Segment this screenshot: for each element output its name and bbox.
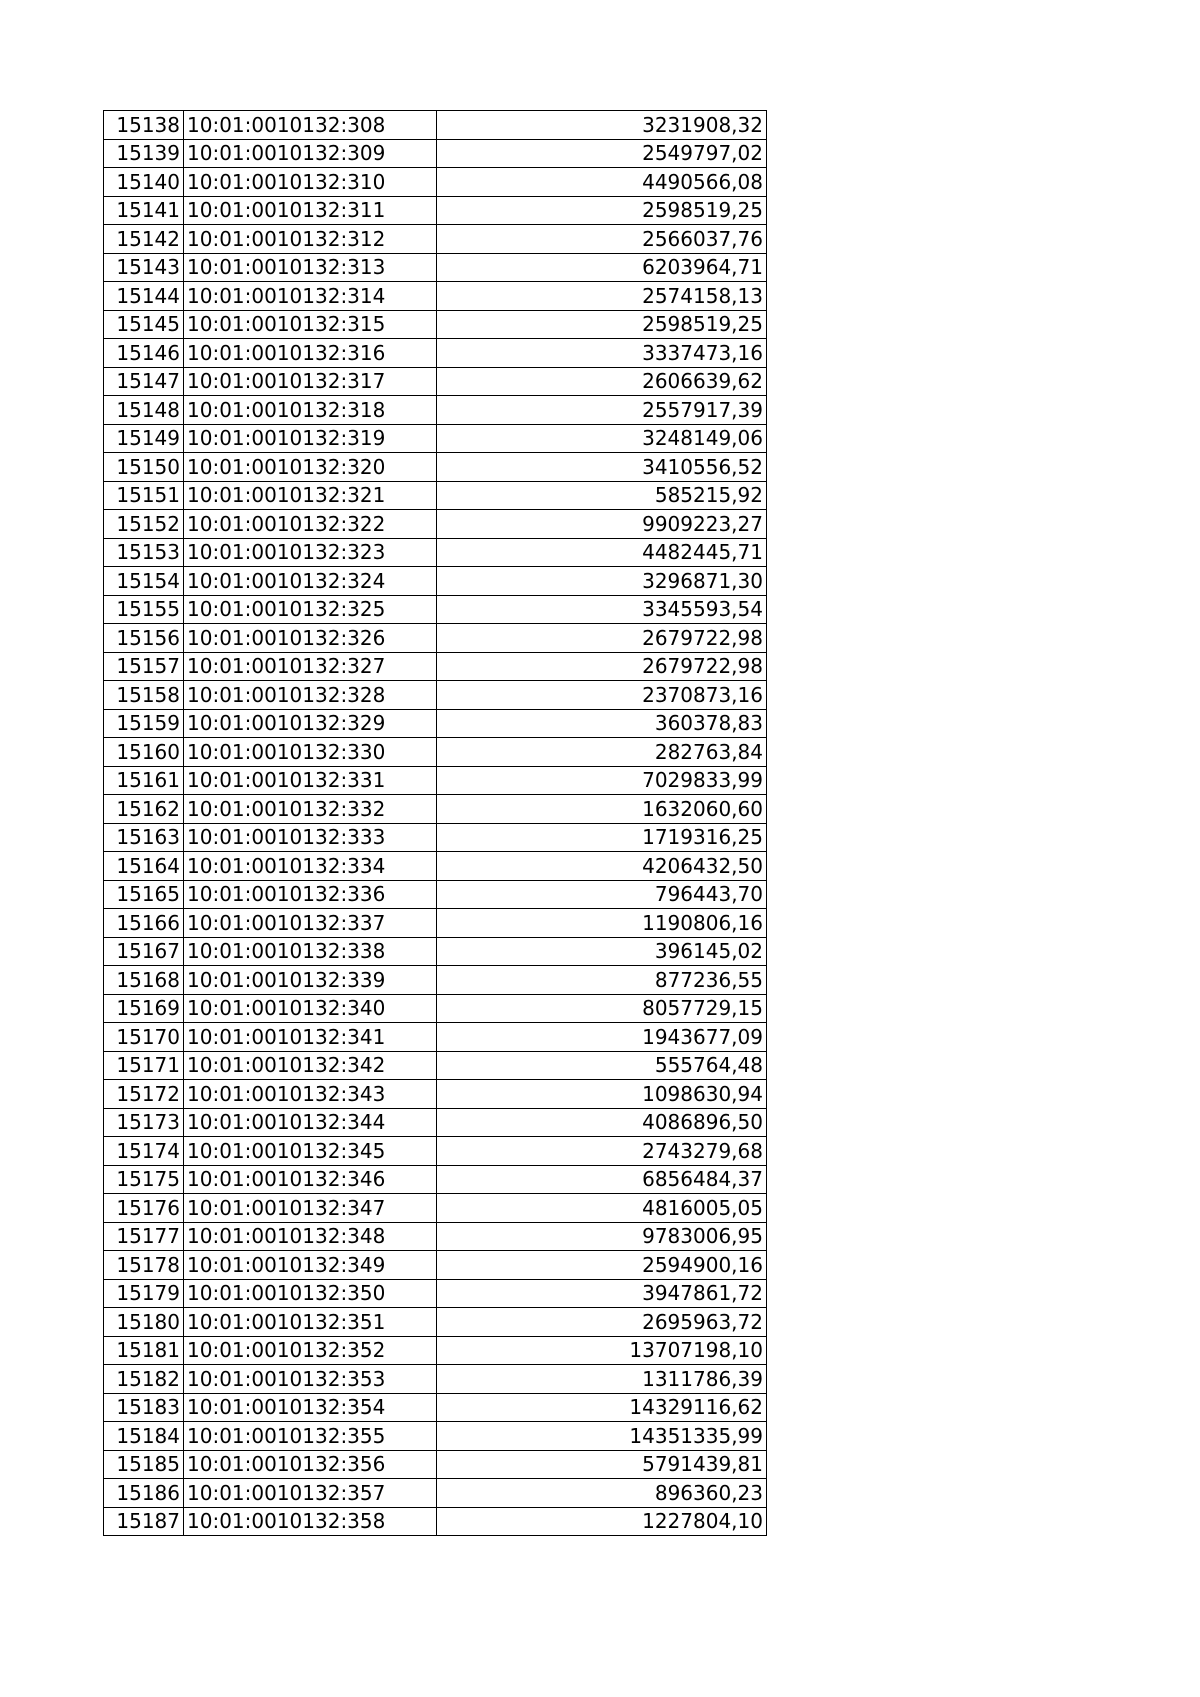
table-row — [104, 909, 767, 938]
cadastral-number-cell: 10:01:0010132:310 — [184, 168, 437, 197]
row-number-cell: 15168 — [104, 966, 184, 995]
row-number-cell: 15180 — [104, 1308, 184, 1337]
value-cell: 8057729,15 — [437, 994, 767, 1023]
value-cell: 1943677,09 — [437, 1023, 767, 1052]
table-row — [104, 282, 767, 311]
cadastral-number-cell: 10:01:0010132:333 — [184, 823, 437, 852]
value-cell: 1719316,25 — [437, 823, 767, 852]
table-row — [104, 453, 767, 482]
row-number-cell: 15176 — [104, 1194, 184, 1223]
row-number-cell: 15138 — [104, 111, 184, 140]
table-row — [104, 367, 767, 396]
value-cell: 2695963,72 — [437, 1308, 767, 1337]
table-body — [104, 111, 767, 1536]
cadastral-number-cell: 10:01:0010132:352 — [184, 1336, 437, 1365]
value-cell: 796443,70 — [437, 880, 767, 909]
row-number-cell: 15158 — [104, 681, 184, 710]
row-number-cell: 15155 — [104, 595, 184, 624]
cadastral-number-cell: 10:01:0010132:330 — [184, 738, 437, 767]
table-row — [104, 624, 767, 653]
value-cell: 2594900,16 — [437, 1251, 767, 1280]
table-row — [104, 1422, 767, 1451]
table-row — [104, 823, 767, 852]
table-row — [104, 1251, 767, 1280]
data-table — [103, 110, 767, 1536]
value-cell: 7029833,99 — [437, 766, 767, 795]
row-number-cell: 15159 — [104, 709, 184, 738]
row-number-cell: 15186 — [104, 1479, 184, 1508]
value-cell: 2598519,25 — [437, 310, 767, 339]
value-cell: 5791439,81 — [437, 1450, 767, 1479]
value-cell: 2549797,02 — [437, 139, 767, 168]
value-cell: 14351335,99 — [437, 1422, 767, 1451]
cadastral-number-cell: 10:01:0010132:347 — [184, 1194, 437, 1223]
value-cell: 2679722,98 — [437, 624, 767, 653]
value-cell: 585215,92 — [437, 481, 767, 510]
table-row — [104, 681, 767, 710]
table-row — [104, 1365, 767, 1394]
table-row — [104, 253, 767, 282]
row-number-cell: 15151 — [104, 481, 184, 510]
row-number-cell: 15175 — [104, 1165, 184, 1194]
cadastral-number-cell: 10:01:0010132:332 — [184, 795, 437, 824]
cadastral-number-cell: 10:01:0010132:325 — [184, 595, 437, 624]
row-number-cell: 15167 — [104, 937, 184, 966]
cadastral-number-cell: 10:01:0010132:315 — [184, 310, 437, 339]
table-row — [104, 339, 767, 368]
cadastral-number-cell: 10:01:0010132:354 — [184, 1393, 437, 1422]
value-cell: 396145,02 — [437, 937, 767, 966]
row-number-cell: 15147 — [104, 367, 184, 396]
row-number-cell: 15162 — [104, 795, 184, 824]
cadastral-number-cell: 10:01:0010132:350 — [184, 1279, 437, 1308]
value-cell: 2370873,16 — [437, 681, 767, 710]
row-number-cell: 15156 — [104, 624, 184, 653]
row-number-cell: 15185 — [104, 1450, 184, 1479]
value-cell: 13707198,10 — [437, 1336, 767, 1365]
cadastral-number-cell: 10:01:0010132:358 — [184, 1507, 437, 1536]
row-number-cell: 15181 — [104, 1336, 184, 1365]
table-row — [104, 168, 767, 197]
row-number-cell: 15171 — [104, 1051, 184, 1080]
value-cell: 4482445,71 — [437, 538, 767, 567]
value-cell: 896360,23 — [437, 1479, 767, 1508]
row-number-cell: 15144 — [104, 282, 184, 311]
cadastral-number-cell: 10:01:0010132:344 — [184, 1108, 437, 1137]
row-number-cell: 15183 — [104, 1393, 184, 1422]
row-number-cell: 15140 — [104, 168, 184, 197]
cadastral-number-cell: 10:01:0010132:340 — [184, 994, 437, 1023]
table-row — [104, 994, 767, 1023]
cadastral-number-cell: 10:01:0010132:311 — [184, 196, 437, 225]
cadastral-number-cell: 10:01:0010132:309 — [184, 139, 437, 168]
cadastral-number-cell: 10:01:0010132:345 — [184, 1137, 437, 1166]
cadastral-number-cell: 10:01:0010132:353 — [184, 1365, 437, 1394]
table-row — [104, 510, 767, 539]
row-number-cell: 15173 — [104, 1108, 184, 1137]
row-number-cell: 15153 — [104, 538, 184, 567]
table-row — [104, 1194, 767, 1223]
table-row — [104, 1108, 767, 1137]
row-number-cell: 15174 — [104, 1137, 184, 1166]
table-row — [104, 1450, 767, 1479]
table-row — [104, 852, 767, 881]
value-cell: 3337473,16 — [437, 339, 767, 368]
row-number-cell: 15142 — [104, 225, 184, 254]
row-number-cell: 15141 — [104, 196, 184, 225]
row-number-cell: 15161 — [104, 766, 184, 795]
cadastral-number-cell: 10:01:0010132:316 — [184, 339, 437, 368]
cadastral-number-cell: 10:01:0010132:308 — [184, 111, 437, 140]
table-row — [104, 139, 767, 168]
cadastral-number-cell: 10:01:0010132:321 — [184, 481, 437, 510]
table-row — [104, 310, 767, 339]
table-row — [104, 111, 767, 140]
cadastral-number-cell: 10:01:0010132:331 — [184, 766, 437, 795]
table-row — [104, 652, 767, 681]
cadastral-number-cell: 10:01:0010132:329 — [184, 709, 437, 738]
row-number-cell: 15154 — [104, 567, 184, 596]
cadastral-number-cell: 10:01:0010132:322 — [184, 510, 437, 539]
row-number-cell: 15146 — [104, 339, 184, 368]
row-number-cell: 15150 — [104, 453, 184, 482]
table-row — [104, 538, 767, 567]
table-row — [104, 966, 767, 995]
value-cell: 3231908,32 — [437, 111, 767, 140]
value-cell: 2574158,13 — [437, 282, 767, 311]
value-cell: 3296871,30 — [437, 567, 767, 596]
row-number-cell: 15152 — [104, 510, 184, 539]
cadastral-number-cell: 10:01:0010132:338 — [184, 937, 437, 966]
value-cell: 1227804,10 — [437, 1507, 767, 1536]
cadastral-number-cell: 10:01:0010132:317 — [184, 367, 437, 396]
row-number-cell: 15182 — [104, 1365, 184, 1394]
value-cell: 14329116,62 — [437, 1393, 767, 1422]
value-cell: 3248149,06 — [437, 424, 767, 453]
table-row — [104, 709, 767, 738]
cadastral-number-cell: 10:01:0010132:328 — [184, 681, 437, 710]
table-row — [104, 937, 767, 966]
value-cell: 9909223,27 — [437, 510, 767, 539]
value-cell: 1632060,60 — [437, 795, 767, 824]
value-cell: 4206432,50 — [437, 852, 767, 881]
table-row — [104, 1023, 767, 1052]
value-cell: 3947861,72 — [437, 1279, 767, 1308]
row-number-cell: 15187 — [104, 1507, 184, 1536]
cadastral-number-cell: 10:01:0010132:343 — [184, 1080, 437, 1109]
cadastral-number-cell: 10:01:0010132:334 — [184, 852, 437, 881]
cadastral-number-cell: 10:01:0010132:312 — [184, 225, 437, 254]
row-number-cell: 15165 — [104, 880, 184, 909]
cadastral-number-cell: 10:01:0010132:326 — [184, 624, 437, 653]
row-number-cell: 15145 — [104, 310, 184, 339]
table-row — [104, 880, 767, 909]
table-row — [104, 1336, 767, 1365]
row-number-cell: 15172 — [104, 1080, 184, 1109]
table-row — [104, 1308, 767, 1337]
value-cell: 2679722,98 — [437, 652, 767, 681]
table-row — [104, 738, 767, 767]
cadastral-number-cell: 10:01:0010132:318 — [184, 396, 437, 425]
row-number-cell: 15170 — [104, 1023, 184, 1052]
table-row — [104, 424, 767, 453]
table-row — [104, 481, 767, 510]
value-cell: 3345593,54 — [437, 595, 767, 624]
value-cell: 4816005,05 — [437, 1194, 767, 1223]
cadastral-number-cell: 10:01:0010132:346 — [184, 1165, 437, 1194]
table-row — [104, 1507, 767, 1536]
value-cell: 9783006,95 — [437, 1222, 767, 1251]
cadastral-number-cell: 10:01:0010132:336 — [184, 880, 437, 909]
table-row — [104, 1393, 767, 1422]
value-cell: 6856484,37 — [437, 1165, 767, 1194]
value-cell: 1098630,94 — [437, 1080, 767, 1109]
row-number-cell: 15178 — [104, 1251, 184, 1280]
table-row — [104, 595, 767, 624]
table-row — [104, 1051, 767, 1080]
value-cell: 2606639,62 — [437, 367, 767, 396]
table-row — [104, 1479, 767, 1508]
table-row — [104, 567, 767, 596]
row-number-cell: 15160 — [104, 738, 184, 767]
cadastral-number-cell: 10:01:0010132:349 — [184, 1251, 437, 1280]
table-row — [104, 225, 767, 254]
table-row — [104, 795, 767, 824]
cadastral-number-cell: 10:01:0010132:341 — [184, 1023, 437, 1052]
table-row — [104, 1165, 767, 1194]
value-cell: 877236,55 — [437, 966, 767, 995]
cadastral-number-cell: 10:01:0010132:319 — [184, 424, 437, 453]
cadastral-number-cell: 10:01:0010132:313 — [184, 253, 437, 282]
value-cell: 3410556,52 — [437, 453, 767, 482]
value-cell: 4086896,50 — [437, 1108, 767, 1137]
cadastral-number-cell: 10:01:0010132:348 — [184, 1222, 437, 1251]
table-row — [104, 196, 767, 225]
value-cell: 4490566,08 — [437, 168, 767, 197]
value-cell: 6203964,71 — [437, 253, 767, 282]
cadastral-number-cell: 10:01:0010132:327 — [184, 652, 437, 681]
row-number-cell: 15148 — [104, 396, 184, 425]
cadastral-number-cell: 10:01:0010132:339 — [184, 966, 437, 995]
table-row — [104, 396, 767, 425]
value-cell: 1190806,16 — [437, 909, 767, 938]
row-number-cell: 15163 — [104, 823, 184, 852]
row-number-cell: 15166 — [104, 909, 184, 938]
table-row — [104, 1137, 767, 1166]
cadastral-number-cell: 10:01:0010132:355 — [184, 1422, 437, 1451]
cadastral-number-cell: 10:01:0010132:342 — [184, 1051, 437, 1080]
table-row — [104, 766, 767, 795]
row-number-cell: 15169 — [104, 994, 184, 1023]
value-cell: 360378,83 — [437, 709, 767, 738]
table-row — [104, 1279, 767, 1308]
cadastral-number-cell: 10:01:0010132:337 — [184, 909, 437, 938]
row-number-cell: 15184 — [104, 1422, 184, 1451]
cadastral-number-cell: 10:01:0010132:320 — [184, 453, 437, 482]
value-cell: 2557917,39 — [437, 396, 767, 425]
cadastral-number-cell: 10:01:0010132:351 — [184, 1308, 437, 1337]
cadastral-number-cell: 10:01:0010132:323 — [184, 538, 437, 567]
value-cell: 282763,84 — [437, 738, 767, 767]
cadastral-number-cell: 10:01:0010132:324 — [184, 567, 437, 596]
cadastral-number-cell: 10:01:0010132:314 — [184, 282, 437, 311]
row-number-cell: 15177 — [104, 1222, 184, 1251]
row-number-cell: 15157 — [104, 652, 184, 681]
value-cell: 2598519,25 — [437, 196, 767, 225]
value-cell: 2743279,68 — [437, 1137, 767, 1166]
value-cell: 2566037,76 — [437, 225, 767, 254]
table-row — [104, 1080, 767, 1109]
row-number-cell: 15164 — [104, 852, 184, 881]
value-cell: 1311786,39 — [437, 1365, 767, 1394]
cadastral-number-cell: 10:01:0010132:356 — [184, 1450, 437, 1479]
row-number-cell: 15179 — [104, 1279, 184, 1308]
table-row — [104, 1222, 767, 1251]
cadastral-number-cell: 10:01:0010132:357 — [184, 1479, 437, 1508]
row-number-cell: 15143 — [104, 253, 184, 282]
row-number-cell: 15139 — [104, 139, 184, 168]
row-number-cell: 15149 — [104, 424, 184, 453]
value-cell: 555764,48 — [437, 1051, 767, 1080]
